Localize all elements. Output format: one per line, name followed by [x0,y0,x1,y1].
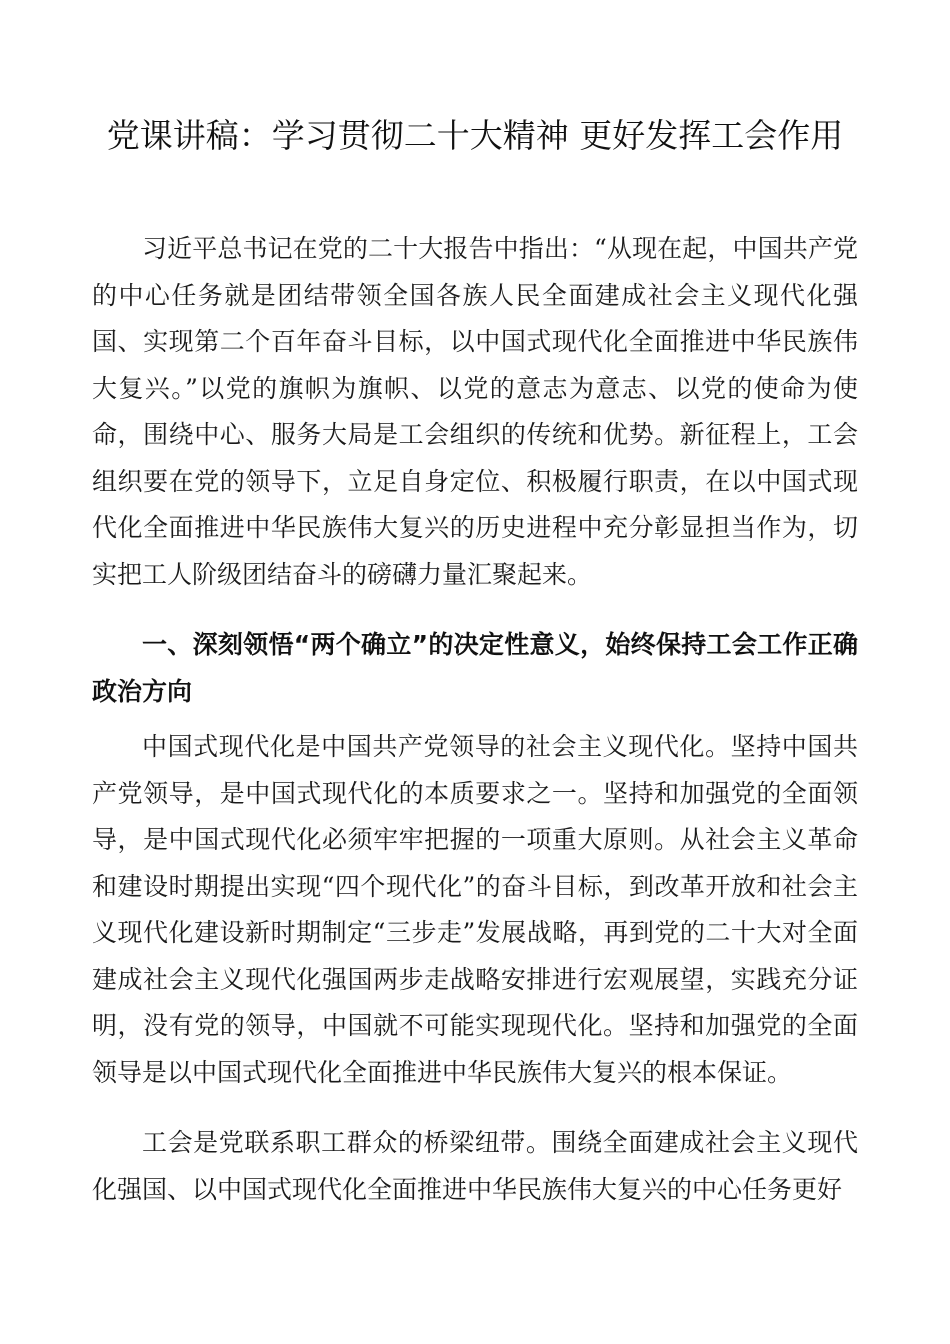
section-1-paragraph-2: 工会是党联系职工群众的桥梁纽带。围绕全面建成社会主义现代化强国、以中国式现代化全面推进中华民族伟大复兴的中心任务更好 [92,1128,858,1204]
intro-paragraph: 习近平总书记在党的二十大报告中指出：“从现在起，中国共产党的中心任务就是团结带领全国各族人民全面建成社会主义现代化强国、实现第二个百年奋斗目标，以中国式现代化全面推进中华民族伟大复兴。”以党的旗帜为旗帜、以党的意志为意志、以党的使命为使命，围绕中心、服务大局是工会组织的传统和优势。新征程上，工会组织要在党的领导下，立足自身定位、积极履行职责，在以中国式现代化全面推进中华民族伟大复兴的历史进程中充分彰显担当作为，切实把工人阶级团结奋斗的磅礴力量汇聚起来。 [92,234,858,589]
document-title: 党课讲稿：学习贯彻二十大精神 更好发挥工会作用 [106,116,844,155]
section-heading-1: 一、深刻领悟“两个确立”的决定性意义，始终保持工会工作正确政治方向 [92,630,858,706]
section-1-paragraph-1: 中国式现代化是中国共产党领导的社会主义现代化。坚持中国共产党领导，是中国式现代化的本质要求之一。坚持和加强党的全面领导，是中国式现代化必须牢牢把握的一项重大原则。从社会主义革命和建设时期提出实现“四个现代化”的奋斗目标，到改革开放和社会主义现代化建设新时期制定“三步走”发展战略，再到党的二十大对全面建成社会主义现代化强国两步走战略安排进行宏观展望，实践充分证明，没有党的领导，中国就不可能实现现代化。坚持和加强党的全面领导是以中国式现代化全面推进中华民族伟大复兴的根本保证。 [92,732,858,1087]
